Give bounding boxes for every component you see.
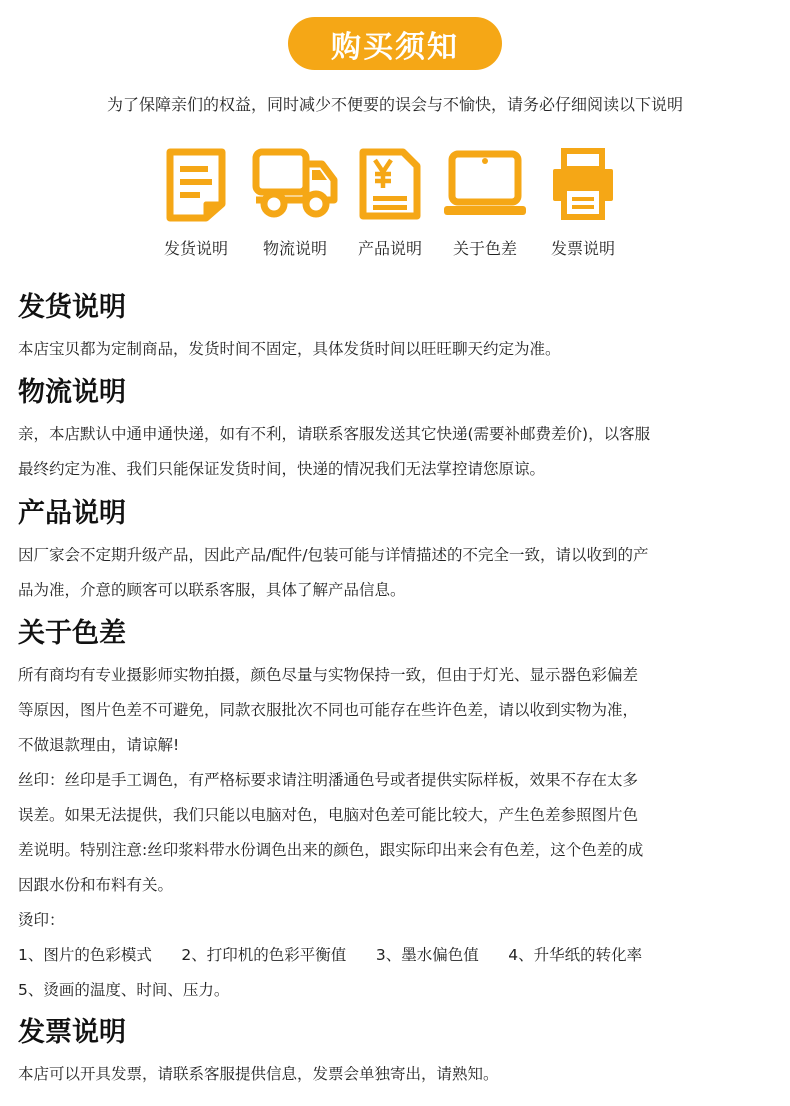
icon-label: 产品说明 <box>357 239 422 258</box>
section-text: 最终约定为准、我们只能保证发货时间，快递的情况我们无法掌控请您原谅。 <box>18 460 546 478</box>
section-color <box>18 616 778 1008</box>
truck-icon <box>252 148 338 218</box>
icon-label: 发票说明 <box>550 239 615 258</box>
icon-label: 物流说明 <box>262 239 327 258</box>
banner-title: 购买须知 <box>331 29 459 65</box>
icon-label: 关于色差 <box>452 239 517 258</box>
document-icon <box>164 148 228 222</box>
laptop-icon <box>444 148 526 218</box>
section-logistics <box>18 375 778 487</box>
section-text: 品为准，介意的顾客可以联系客服，具体了解产品信息。 <box>18 581 406 599</box>
section-text: 误差。如果无法提供，我们只能以电脑对色，电脑对色差可能比较大，产生色差参照图片色 <box>18 806 639 824</box>
section-shipping <box>18 290 778 367</box>
section-title: 发票说明 <box>18 1017 126 1048</box>
section-text: 不做退款理由，请谅解! <box>18 736 180 754</box>
receipt-yen-icon <box>359 148 421 220</box>
section-text: 1、图片的色彩模式 2、打印机的色彩平衡值 3、墨水偏色值 4、升华纸的转化率 <box>18 946 643 964</box>
section-text: 因跟水份和布料有关。 <box>18 876 174 894</box>
section-text: 所有商均有专业摄影师实物拍摄，颜色尽量与实物保持一致，但由于灯光、显示器色彩偏差 <box>18 666 639 684</box>
section-text: 本店宝贝都为定制商品，发货时间不固定，具体发货时间以旺旺聊天约定为准。 <box>18 340 561 358</box>
section-title: 产品说明 <box>18 498 126 529</box>
section-text: 丝印：丝印是手工调色，有严格标要求请注明潘通色号或者提供实际样板，效果不存在太多 <box>18 771 639 789</box>
printer-icon <box>550 148 616 220</box>
header-banner <box>288 17 502 70</box>
section-text: 本店可以开具发票，请联系客服提供信息，发票会单独寄出，请熟知。 <box>18 1065 499 1083</box>
icon-row <box>0 148 790 268</box>
section-text: 5、烫画的温度、时间、压力。 <box>18 981 230 999</box>
section-title: 发货说明 <box>18 292 126 323</box>
section-invoice <box>18 1015 778 1092</box>
intro-text: 为了保障亲们的权益，同时减少不便要的误会与不愉快，请务必仔细阅读以下说明 <box>106 95 683 114</box>
section-text: 烫印： <box>18 911 65 929</box>
section-title: 关于色差 <box>18 618 126 649</box>
section-product <box>18 496 778 608</box>
section-text: 等原因，图片色差不可避免，同款衣服批次不同也可能存在些许色差，请以收到实物为准， <box>18 701 639 719</box>
section-text: 差说明。特别注意:丝印浆料带水份调色出来的颜色，跟实际印出来会有色差，这个色差的成 <box>18 841 644 859</box>
section-text: 亲，本店默认中通申通快递，如有不利，请联系客服发送其它快递(需要补邮费差价)，以客服 <box>18 425 651 443</box>
section-text: 因厂家会不定期升级产品，因此产品/配件/包装可能与详情描述的不完全一致，请以收到的产 <box>18 546 649 564</box>
section-title: 物流说明 <box>18 377 126 408</box>
icon-label: 发货说明 <box>163 239 228 258</box>
icon-item-invoice <box>533 148 633 268</box>
